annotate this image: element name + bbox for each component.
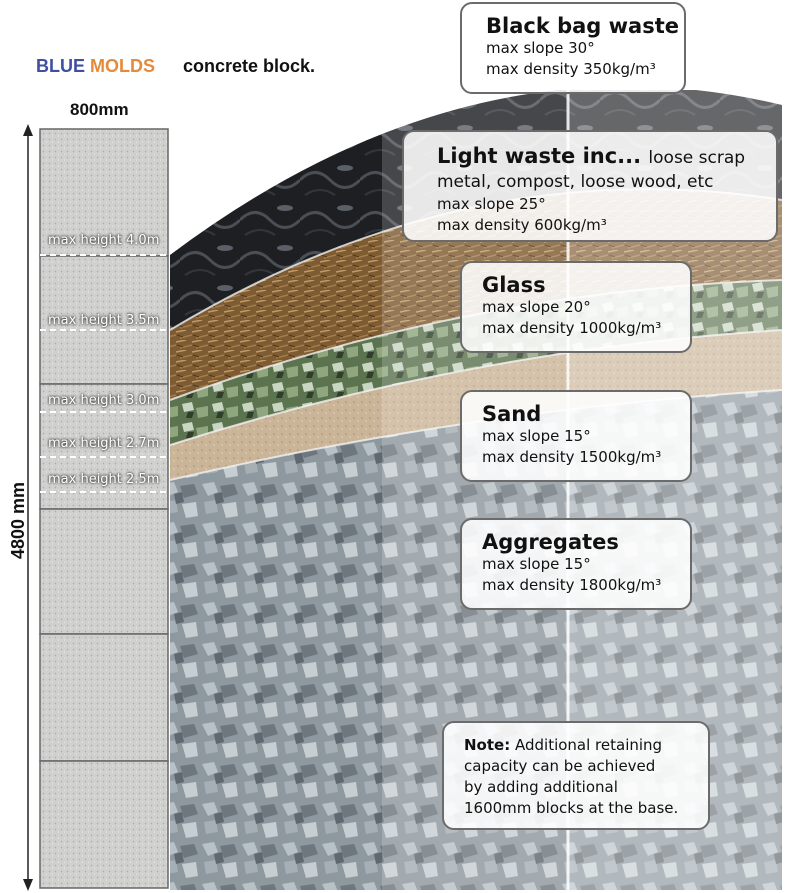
height-label-4-0: max height 4.0m <box>48 233 160 248</box>
material-title: Black bag waste <box>486 14 679 38</box>
note-line-4: 1600mm blocks at the base. <box>464 799 679 817</box>
material-slope: max slope 25° <box>437 195 546 213</box>
material-density: max density 1500kg/m³ <box>482 448 662 466</box>
material-slope: max slope 30° <box>486 39 595 57</box>
total-height-label: 4800 mm <box>8 481 29 560</box>
material-title: Glass <box>482 273 546 297</box>
material-extra: metal, compost, loose wood, etc <box>437 172 714 192</box>
height-label-3-5: max height 3.5m <box>48 313 160 328</box>
concrete-block <box>40 761 168 888</box>
caption: concrete block. <box>183 56 316 76</box>
concrete-block <box>40 634 168 761</box>
material-slope: max slope 15° <box>482 555 591 573</box>
brand-logo-text <box>36 56 155 77</box>
material-title-line <box>437 144 776 170</box>
info-box-black-bag <box>460 2 686 94</box>
height-label-2-5: max height 2.5m <box>48 472 160 487</box>
material-slope: max slope 15° <box>482 427 591 445</box>
brand-part-blue: BLUE <box>36 56 85 76</box>
note-box <box>442 721 710 830</box>
note-line-3: by adding additional <box>464 778 618 796</box>
material-density: max density 1000kg/m³ <box>482 319 662 337</box>
material-density: max density 1800kg/m³ <box>482 576 662 594</box>
info-box-sand <box>460 390 692 482</box>
material-title: Aggregates <box>482 530 619 554</box>
height-label-3-0: max height 3.0m <box>48 393 160 408</box>
block-width-label: 800mm <box>70 100 129 119</box>
material-density: max density 350kg/m³ <box>486 60 656 78</box>
note-text-1: Additional retaining <box>514 736 663 754</box>
material-title-suffix: loose scrap <box>648 148 746 168</box>
material-slope: max slope 20° <box>482 298 591 316</box>
material-density: max density 600kg/m³ <box>437 216 607 234</box>
note-label: Note: <box>464 736 511 754</box>
info-box-light-waste <box>402 130 778 242</box>
note-line-1 <box>464 735 708 756</box>
material-title: Light waste inc... <box>437 144 642 168</box>
height-label-2-7: max height 2.7m <box>48 436 160 451</box>
info-box-glass <box>460 261 692 353</box>
note-line-2: capacity can be achieved <box>464 757 656 775</box>
brand-part-molds: MOLDS <box>90 56 156 76</box>
info-box-aggregates <box>460 518 692 610</box>
concrete-block <box>40 509 168 634</box>
material-title: Sand <box>482 402 542 426</box>
